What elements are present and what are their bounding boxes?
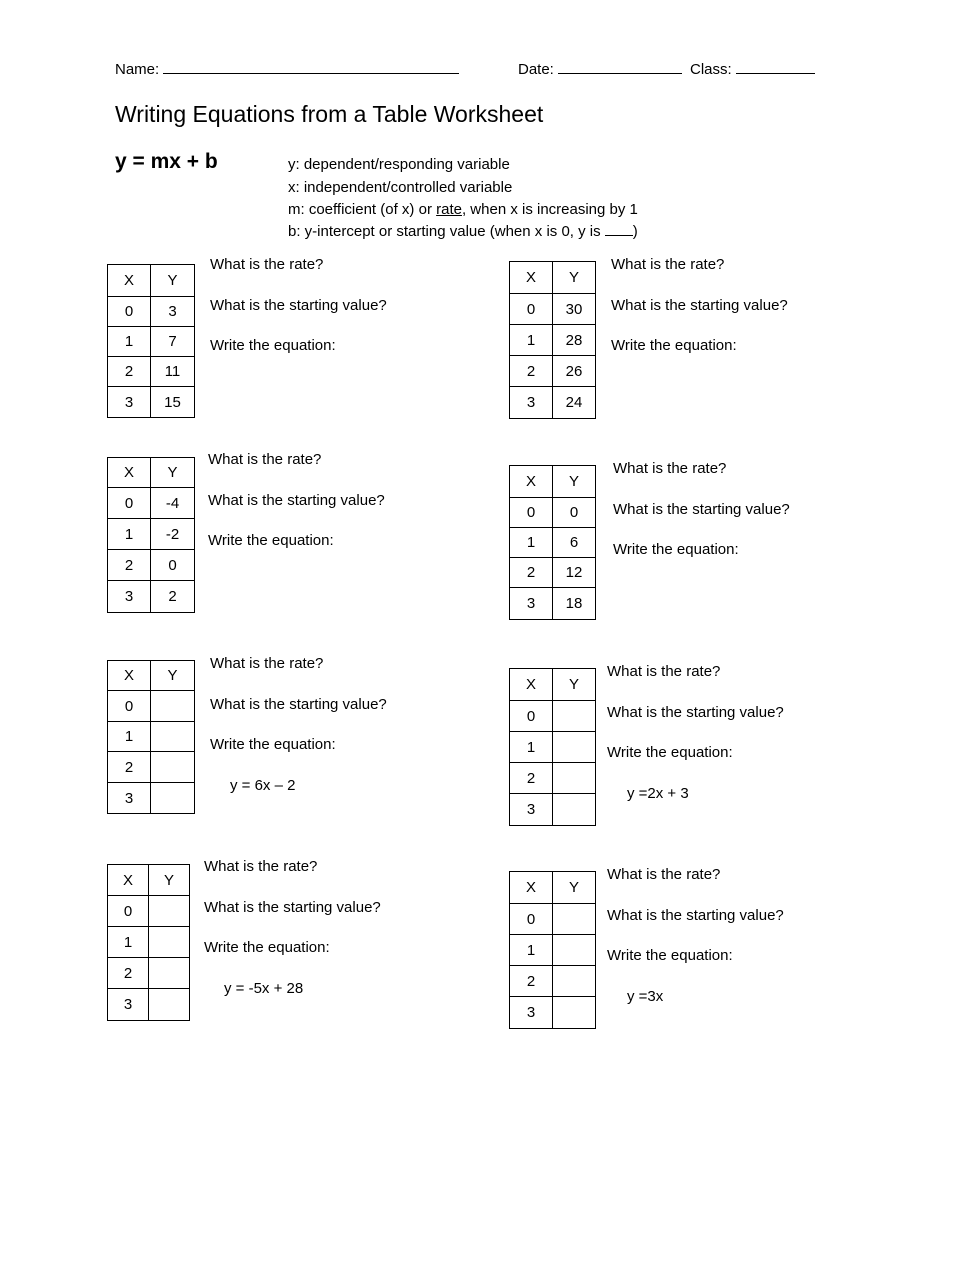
- x-cell: 3: [108, 783, 151, 814]
- x-header: X: [510, 466, 553, 498]
- legend-m-before: m: coefficient (of x) or: [288, 201, 437, 218]
- table-row: [510, 732, 596, 763]
- x-cell: 2: [510, 966, 553, 997]
- table-row: [510, 294, 596, 325]
- legend-b-after: ): [632, 223, 638, 240]
- x-cell: 2: [108, 550, 151, 581]
- y-header: Y: [151, 265, 195, 297]
- x-cell: 0: [510, 701, 553, 732]
- x-header: X: [510, 262, 553, 294]
- legend-b-blank[interactable]: [605, 222, 633, 236]
- y-cell: 28: [553, 325, 596, 356]
- table-row: [108, 783, 195, 814]
- x-cell: 0: [108, 896, 149, 927]
- x-cell: 0: [510, 498, 553, 528]
- table-row: [108, 327, 195, 357]
- y-cell[interactable]: [149, 958, 190, 989]
- x-cell: 1: [108, 327, 151, 357]
- legend-x: x: independent/controlled variable: [288, 179, 513, 196]
- table-row: [108, 752, 195, 783]
- y-cell: 6: [553, 528, 596, 558]
- x-header: X: [108, 865, 149, 896]
- legend-y: y: dependent/responding variable: [288, 156, 510, 173]
- x-cell: 3: [108, 989, 149, 1021]
- table-row: [510, 966, 596, 997]
- x-cell: 2: [108, 752, 151, 783]
- table-row: [510, 997, 596, 1029]
- table-row: [510, 325, 596, 356]
- y-header: Y: [553, 466, 596, 498]
- given-equation: y = 6x – 2: [230, 777, 296, 794]
- xy-table: [509, 871, 596, 1029]
- y-cell[interactable]: [553, 732, 596, 763]
- table-row: [510, 588, 596, 620]
- starting-value-question: What is the starting value?: [613, 501, 790, 518]
- y-cell[interactable]: [151, 783, 195, 814]
- x-header: X: [510, 669, 553, 701]
- x-cell: 1: [510, 528, 553, 558]
- y-cell: -4: [151, 488, 195, 519]
- page-title: Writing Equations from a Table Worksheet: [115, 101, 544, 127]
- table-row: [510, 794, 596, 826]
- x-cell: 3: [510, 387, 553, 419]
- x-cell: 3: [108, 387, 151, 418]
- table-header-row: [108, 865, 190, 896]
- y-cell: 26: [553, 356, 596, 387]
- x-cell: 1: [510, 325, 553, 356]
- x-header: X: [510, 872, 553, 904]
- y-cell: 12: [553, 558, 596, 588]
- x-cell: 0: [510, 294, 553, 325]
- name-field[interactable]: [115, 60, 459, 78]
- y-cell: 2: [151, 581, 195, 613]
- xy-table: [509, 465, 596, 620]
- write-equation-prompt: Write the equation:: [208, 532, 334, 549]
- write-equation-prompt: Write the equation:: [210, 337, 336, 354]
- table-row: [108, 927, 190, 958]
- y-cell[interactable]: [553, 904, 596, 935]
- y-header: Y: [151, 458, 195, 488]
- legend-b-before: b: y-intercept or starting value (when x is 0, y is: [288, 223, 605, 240]
- y-cell: 0: [151, 550, 195, 581]
- table-row: [108, 958, 190, 989]
- table-header-row: [510, 466, 596, 498]
- y-header: Y: [151, 661, 195, 691]
- y-cell[interactable]: [151, 722, 195, 752]
- write-equation-prompt: Write the equation:: [607, 744, 733, 761]
- formula: y = mx + b: [115, 150, 218, 173]
- rate-question: What is the rate?: [607, 663, 721, 680]
- y-cell[interactable]: [149, 896, 190, 927]
- table-row: [108, 691, 195, 722]
- y-cell[interactable]: [149, 927, 190, 958]
- table-row: [510, 935, 596, 966]
- x-cell: 3: [510, 588, 553, 620]
- x-cell: 1: [108, 722, 151, 752]
- starting-value-question: What is the starting value?: [611, 297, 788, 314]
- x-cell: 1: [108, 927, 149, 958]
- table-header-row: [108, 458, 195, 488]
- x-cell: 2: [510, 356, 553, 387]
- class-field[interactable]: [690, 60, 815, 78]
- given-equation: y = -5x + 28: [224, 980, 304, 997]
- y-cell: 24: [553, 387, 596, 419]
- starting-value-question: What is the starting value?: [204, 899, 381, 916]
- table-row: [108, 519, 195, 550]
- table-row: [510, 528, 596, 558]
- y-cell[interactable]: [151, 752, 195, 783]
- table-row: [108, 357, 195, 387]
- y-cell[interactable]: [553, 997, 596, 1029]
- given-equation: y =2x + 3: [627, 785, 689, 802]
- rate-question: What is the rate?: [611, 256, 725, 273]
- legend-m-rate: rate: [436, 201, 462, 218]
- table-row: [510, 356, 596, 387]
- xy-table: [509, 668, 596, 826]
- table-row: [510, 763, 596, 794]
- table-row: [108, 896, 190, 927]
- y-cell: -2: [151, 519, 195, 550]
- xy-table: [107, 864, 190, 1021]
- xy-table: [107, 660, 195, 814]
- starting-value-question: What is the starting value?: [210, 297, 387, 314]
- name-label: Name:: [115, 61, 160, 78]
- table-row: [510, 387, 596, 419]
- date-blank[interactable]: [558, 60, 682, 74]
- xy-table: [107, 264, 195, 418]
- starting-value-question: What is the starting value?: [208, 492, 385, 509]
- y-header: Y: [553, 872, 596, 904]
- y-cell: 7: [151, 327, 195, 357]
- table-row: [108, 989, 190, 1021]
- table-row: [108, 387, 195, 418]
- date-field[interactable]: [518, 60, 682, 78]
- x-cell: 3: [510, 794, 553, 826]
- table-row: [108, 297, 195, 327]
- starting-value-question: What is the starting value?: [607, 907, 784, 924]
- y-cell[interactable]: [149, 989, 190, 1021]
- x-cell: 0: [108, 488, 151, 519]
- write-equation-prompt: Write the equation:: [613, 541, 739, 558]
- y-cell: 11: [151, 357, 195, 387]
- starting-value-question: What is the starting value?: [210, 696, 387, 713]
- x-cell: 2: [108, 357, 151, 387]
- y-header: Y: [553, 669, 596, 701]
- x-cell: 3: [108, 581, 151, 613]
- x-cell: 2: [108, 958, 149, 989]
- y-cell[interactable]: [553, 935, 596, 966]
- table-header-row: [510, 669, 596, 701]
- date-label: Date:: [518, 61, 554, 78]
- x-cell: 3: [510, 997, 553, 1029]
- y-header: Y: [149, 865, 190, 896]
- write-equation-prompt: Write the equation:: [210, 736, 336, 753]
- y-cell: 3: [151, 297, 195, 327]
- write-equation-prompt: Write the equation:: [607, 947, 733, 964]
- table-row: [108, 581, 195, 613]
- table-row: [510, 701, 596, 732]
- rate-question: What is the rate?: [210, 256, 324, 273]
- y-header: Y: [553, 262, 596, 294]
- x-cell: 0: [510, 904, 553, 935]
- y-cell: 15: [151, 387, 195, 418]
- table-row: [108, 722, 195, 752]
- x-header: X: [108, 265, 151, 297]
- class-label: Class:: [690, 61, 732, 78]
- y-cell[interactable]: [553, 966, 596, 997]
- write-equation-prompt: Write the equation:: [204, 939, 330, 956]
- y-cell: 18: [553, 588, 596, 620]
- x-cell: 1: [108, 519, 151, 550]
- table-row: [510, 904, 596, 935]
- x-header: X: [108, 458, 151, 488]
- table-header-row: [510, 262, 596, 294]
- y-cell: 30: [553, 294, 596, 325]
- y-cell[interactable]: [553, 763, 596, 794]
- rate-question: What is the rate?: [613, 460, 727, 477]
- legend-m: [288, 201, 638, 218]
- x-cell: 2: [510, 558, 553, 588]
- class-blank[interactable]: [736, 60, 815, 74]
- table-header-row: [510, 872, 596, 904]
- table-row: [108, 550, 195, 581]
- starting-value-question: What is the starting value?: [607, 704, 784, 721]
- y-cell[interactable]: [553, 794, 596, 826]
- name-blank[interactable]: [163, 60, 459, 74]
- xy-table: [107, 457, 195, 613]
- given-equation: y =3x: [627, 988, 664, 1005]
- table-header-row: [108, 661, 195, 691]
- y-cell[interactable]: [151, 691, 195, 722]
- x-cell: 1: [510, 732, 553, 763]
- y-cell: 0: [553, 498, 596, 528]
- table-row: [510, 558, 596, 588]
- x-cell: 0: [108, 297, 151, 327]
- table-header-row: [108, 265, 195, 297]
- xy-table: [509, 261, 596, 419]
- rate-question: What is the rate?: [208, 451, 322, 468]
- rate-question: What is the rate?: [204, 858, 318, 875]
- x-cell: 1: [510, 935, 553, 966]
- table-row: [510, 498, 596, 528]
- write-equation-prompt: Write the equation:: [611, 337, 737, 354]
- legend-b: [288, 222, 638, 240]
- rate-question: What is the rate?: [607, 866, 721, 883]
- rate-question: What is the rate?: [210, 655, 324, 672]
- x-cell: 2: [510, 763, 553, 794]
- x-cell: 0: [108, 691, 151, 722]
- y-cell[interactable]: [553, 701, 596, 732]
- table-row: [108, 488, 195, 519]
- x-header: X: [108, 661, 151, 691]
- legend-m-after: , when x is increasing by 1: [461, 201, 638, 218]
